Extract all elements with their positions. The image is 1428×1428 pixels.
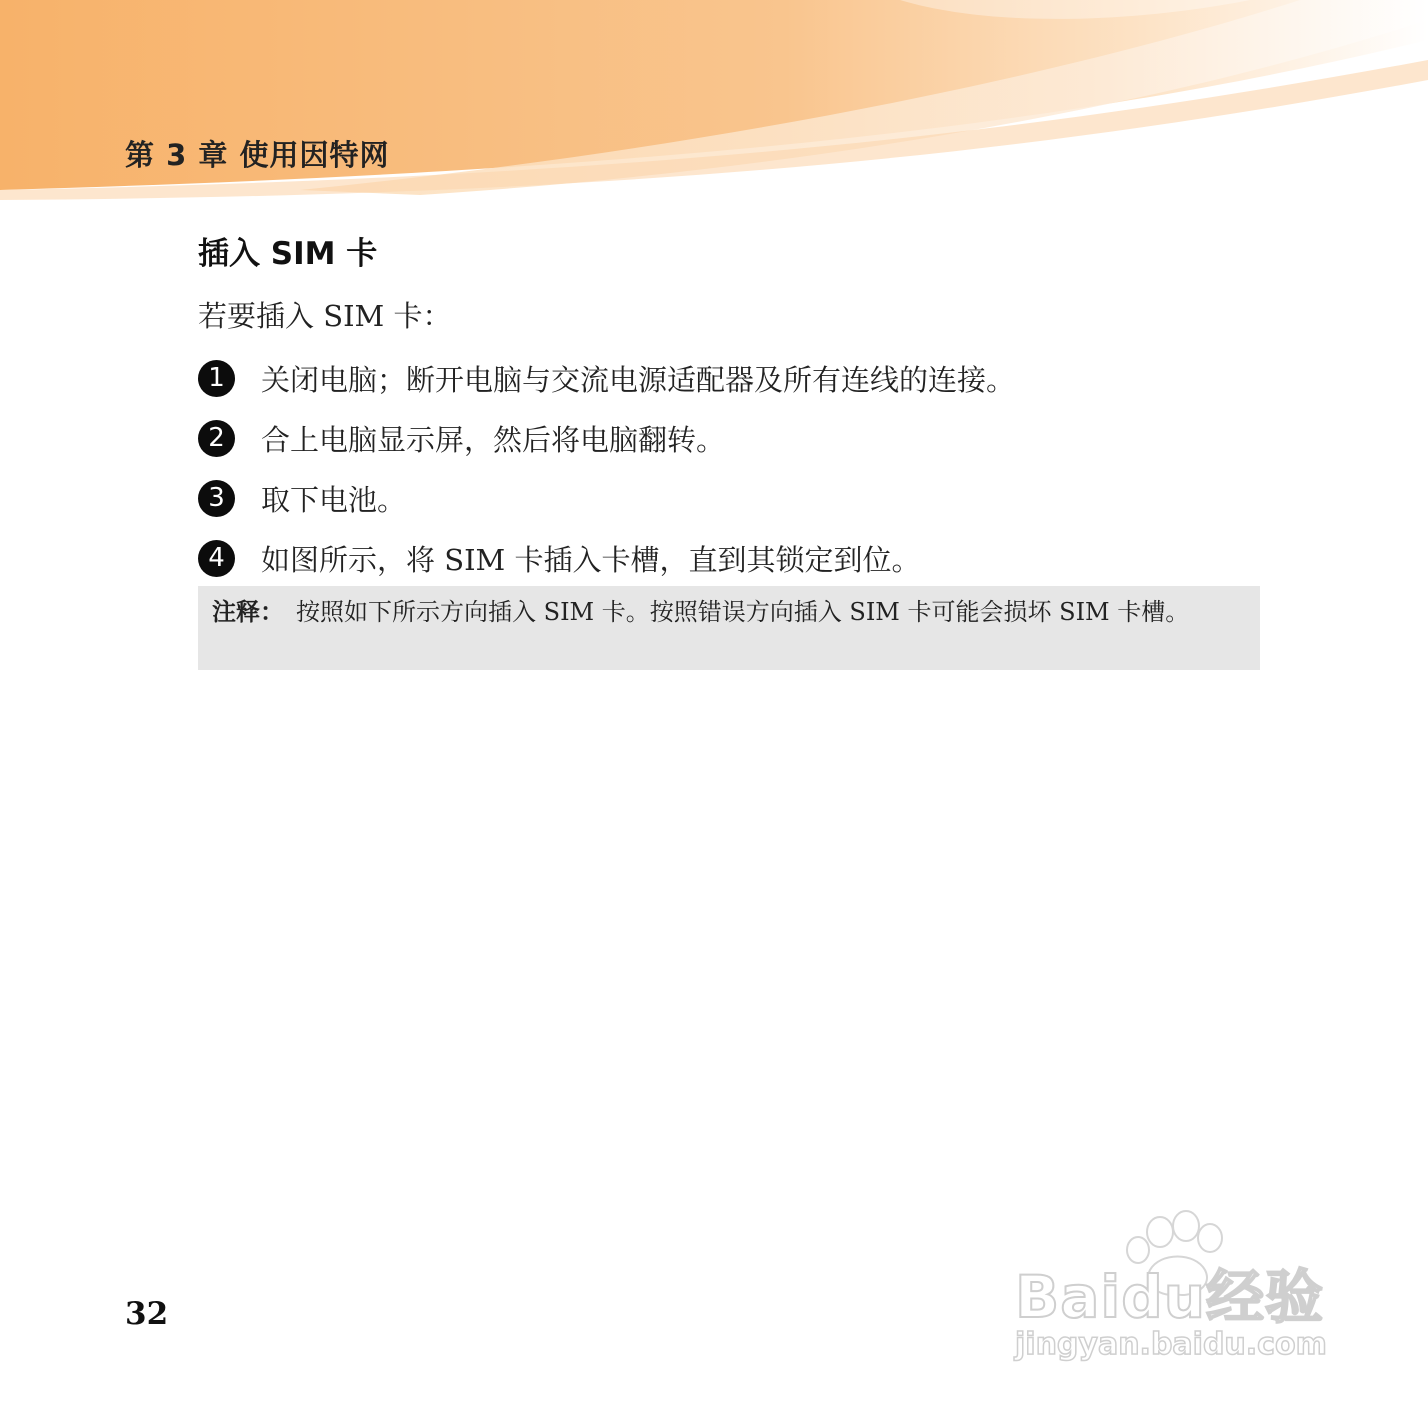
step-number-badge: 3 [198,480,235,517]
step-number-badge: 1 [198,360,235,397]
step-item [198,528,1298,588]
step-item [198,468,1298,528]
intro-text: 若要插入 SIM 卡： [198,299,452,333]
page-number: 32 [125,1296,169,1332]
step-text: 关闭电脑；断开电脑与交流电源适配器及所有连线的连接。 [261,362,1016,397]
chapter-title: 第 3 章 使用因特网 [125,138,390,172]
step-number-badge: 4 [198,540,235,577]
header-decoration [0,0,1428,215]
step-text: 如图所示，将 SIM 卡插入卡槽，直到其锁定到位。 [261,542,921,577]
step-text: 合上电脑显示屏，然后将电脑翻转。 [261,422,726,457]
note-label: 注释： [212,598,284,626]
step-text: 取下电池。 [261,482,407,517]
watermark-url: jingyan.baidu.com [1015,1327,1327,1362]
note-box [198,586,1260,670]
section-title: 插入 SIM 卡 [198,236,378,272]
note-text: 按照如下所示方向插入 SIM 卡。按照错误方向插入 SIM 卡可能会损坏 SIM 卡槽。 [296,598,1190,626]
watermark-brand: Baidu经验 [1015,1263,1325,1331]
step-number-badge: 2 [198,420,235,457]
step-item [198,408,1298,468]
steps-list [198,348,1298,588]
step-item [198,348,1298,408]
